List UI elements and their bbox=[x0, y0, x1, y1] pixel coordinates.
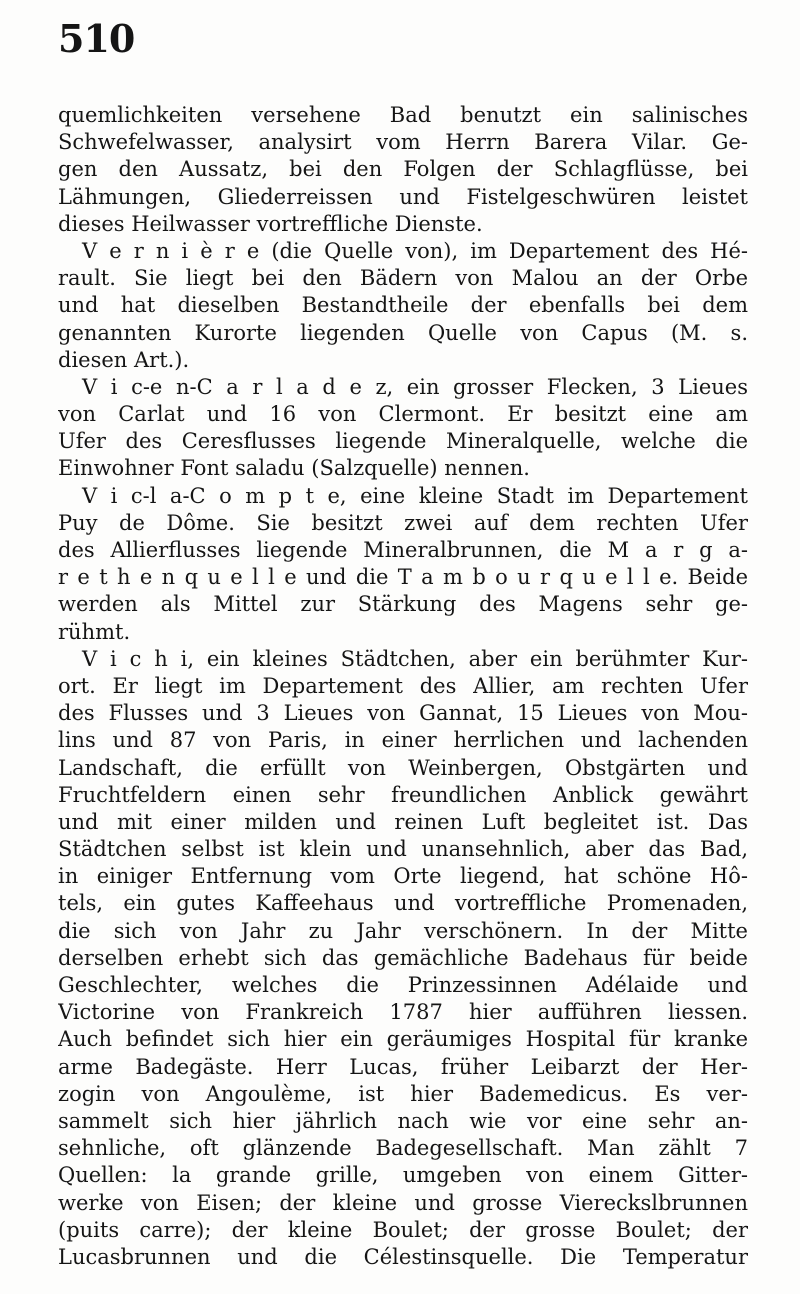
text-line: des Allierflusses liegende Mineralbrunnen, die M a r g a- bbox=[58, 538, 748, 562]
text-line: Schwefelwasser, analysirt vom Herrn Barera Vilar. Ge- bbox=[58, 130, 748, 155]
text-line: arme Badegäste. Herr Lucas, früher Leibarzt der Her- bbox=[58, 1054, 748, 1079]
text-line: Fruchtfeldern einen sehr freundlichen Anblick gewährt bbox=[58, 782, 748, 807]
entry-vichi: V i c h i, ein kleines Städtchen, aber ein berühmter Kur- bbox=[82, 646, 748, 671]
text-line: dieses Heilwasser vortreffliche Dienste. bbox=[58, 211, 483, 236]
text-line: sammelt sich hier jährlich nach wie vor eine sehr an- bbox=[58, 1108, 748, 1133]
text-line: r e t h e n q u e l l e und die T a m b o u r q u e l l e. Beide bbox=[58, 565, 748, 590]
text-line: diesen Art.). bbox=[58, 347, 190, 372]
text-line: lins und 87 von Paris, in einer herrlichen und lachenden bbox=[58, 728, 748, 753]
text-line: Geschlechter, welches die Prinzessinnen Adélaide und bbox=[58, 973, 748, 997]
text-line: und mit einer milden und reinen Luft begleitet ist. Das bbox=[58, 809, 748, 834]
text-line: Landschaft, die erfüllt von Weinbergen, Obstgärten und bbox=[58, 755, 748, 780]
text-line: ort. Er liegt im Departement des Allier, am rechten Ufer bbox=[58, 673, 748, 698]
text-line: die sich von Jahr zu Jahr verschönern. In der Mitte bbox=[58, 918, 748, 943]
text-line: (puits carre); der kleine Boulet; der grosse Boulet; der bbox=[58, 1217, 748, 1242]
text-line: rault. Sie liegt bei den Bädern von Malou an der Orbe bbox=[58, 266, 748, 291]
body-text bbox=[58, 102, 748, 1271]
text-line: Victorine von Frankreich 1787 hier aufführen liessen. bbox=[58, 1000, 748, 1025]
text-line: Lähmungen, Gliederreissen und Fistelgeschwüren leistet bbox=[58, 184, 748, 209]
text-line: Einwohner Font saladu (Salzquelle) nennen. bbox=[58, 456, 530, 481]
text-line: des Flusses und 3 Lieues von Gannat, 15 Lieues von Mou- bbox=[58, 701, 748, 726]
text-line: sehnliche, oft glänzende Badegesellschaft. Man zählt 7 bbox=[58, 1136, 748, 1161]
text-line: gen den Aussatz, bei den Folgen der Schlagflüsse, bei bbox=[58, 157, 748, 182]
text-line: von Carlat und 16 von Clermont. Er besitzt eine am bbox=[58, 402, 748, 427]
text-line: rühmt. bbox=[58, 619, 131, 644]
entry-vic-la-compte: V i c-l a-C o m p t e, eine kleine Stadt im Departement bbox=[82, 483, 748, 508]
text-line: tels, ein gutes Kaffeehaus und vortreffliche Promenaden, bbox=[58, 891, 748, 916]
text-line: Puy de Dôme. Sie besitzt zwei auf dem rechten Ufer bbox=[58, 510, 748, 535]
text-line: derselben erhebt sich das gemächliche Badehaus für beide bbox=[58, 945, 748, 970]
entry-vernière: V e r n i è r e (die Quelle von), im Departement des Hé- bbox=[82, 238, 748, 263]
text-line: und hat dieselben Bestandtheile der ebenfalls bei dem bbox=[58, 293, 748, 318]
text-line: quemlichkeiten versehene Bad benutzt ein salinisches bbox=[58, 103, 748, 127]
text-line: in einiger Entfernung vom Orte liegend, hat schöne Hô- bbox=[58, 864, 748, 889]
text-line: Auch befindet sich hier ein geräumiges Hospital für kranke bbox=[58, 1027, 748, 1052]
text-line: Ufer des Ceresflusses liegende Mineralquelle, welche die bbox=[58, 429, 748, 454]
text-line: werden als Mittel zur Stärkung des Magens sehr ge- bbox=[58, 592, 748, 617]
entry-vic-en-carladez: V i c-e n-C a r l a d e z, ein grosser Flecken, 3 Lieues bbox=[82, 374, 748, 399]
text-line: Städtchen selbst ist klein und unansehnlich, aber das Bad, bbox=[58, 837, 748, 862]
page-number: 510 bbox=[58, 16, 135, 61]
text-line: Lucasbrunnen und die Célestinsquelle. Die Temperatur bbox=[58, 1244, 748, 1269]
text-line: werke von Eisen; der kleine und grosse Viereckslbrunnen bbox=[58, 1190, 748, 1215]
text-line: zogin von Angoulème, ist hier Bademedicus. Es ver- bbox=[58, 1081, 748, 1106]
text-line: Quellen: la grande grille, umgeben von einem Gitter- bbox=[58, 1163, 748, 1188]
text-line: genannten Kurorte liegenden Quelle von Capus (M. s. bbox=[58, 320, 748, 345]
